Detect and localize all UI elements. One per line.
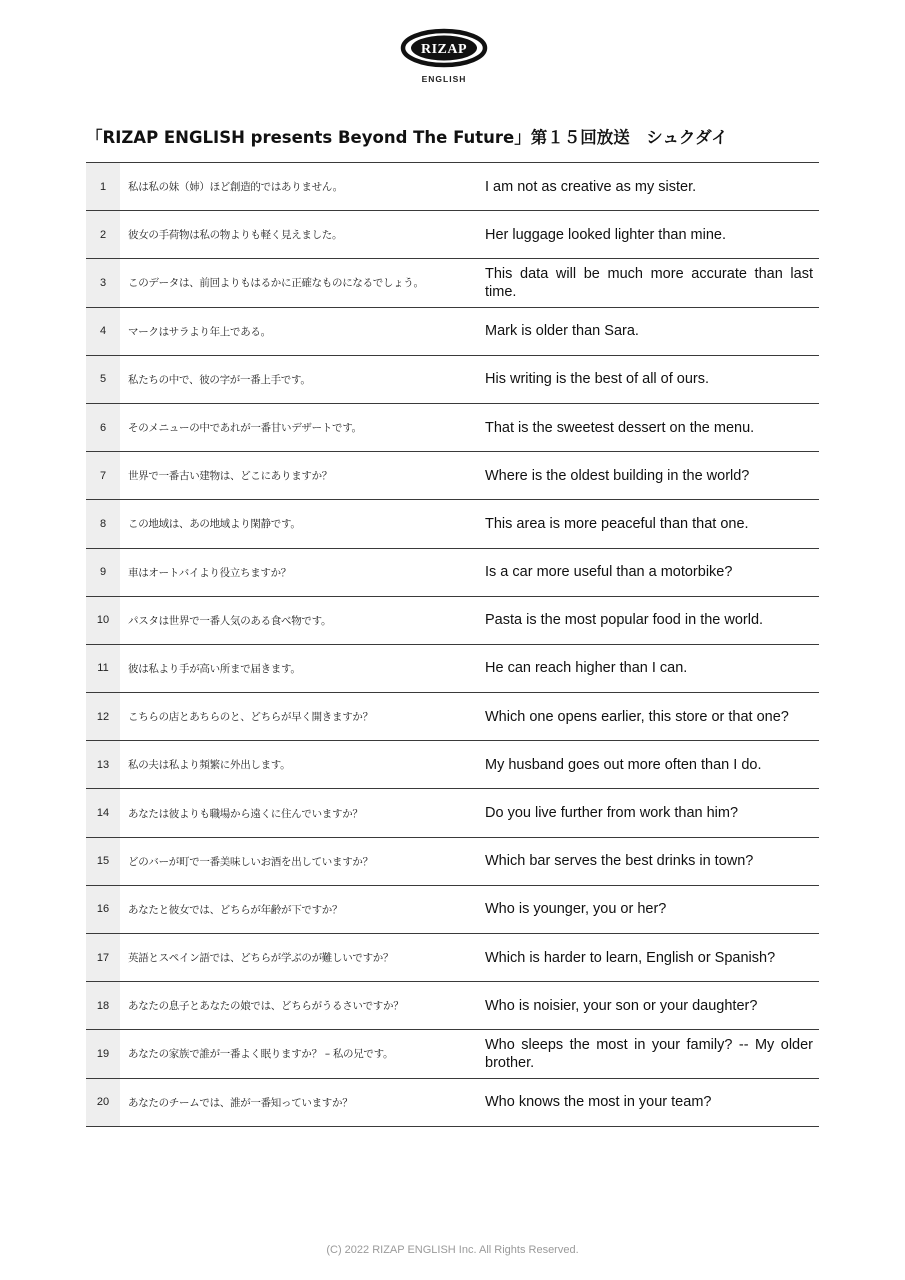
row-number: 9 (86, 548, 120, 596)
table-row (86, 355, 819, 403)
japanese-sentence: あなたと彼女では、どちらが年齢が下ですか？ (120, 885, 475, 933)
row-number: 7 (86, 452, 120, 500)
table-row (86, 452, 819, 500)
english-sentence: He can reach higher than I can. (475, 644, 819, 692)
row-number: 16 (86, 885, 120, 933)
english-sentence: I am not as creative as my sister. (475, 163, 819, 211)
table-row (86, 307, 819, 355)
row-number: 12 (86, 693, 120, 741)
japanese-sentence: そのメニューの中であれが一番甘いデザートです。 (120, 403, 475, 451)
japanese-sentence: あなたは彼よりも職場から遠くに住んでいますか？ (120, 789, 475, 837)
japanese-sentence: このデータは、前回よりもはるかに正確なものになるでしょう。 (120, 259, 475, 307)
english-sentence: Which is harder to learn, English or Spanish? (475, 934, 819, 982)
english-sentence: Who is younger, you or her? (475, 885, 819, 933)
table-row (86, 837, 819, 885)
row-number: 14 (86, 789, 120, 837)
table-row (86, 259, 819, 307)
english-sentence: Her luggage looked lighter than mine. (475, 211, 819, 259)
logo-subtitle: ENGLISH (421, 74, 467, 84)
homework-table (86, 162, 819, 1127)
english-sentence: Which bar serves the best drinks in town? (475, 837, 819, 885)
english-sentence: Mark is older than Sara. (475, 307, 819, 355)
english-sentence: His writing is the best of all of ours. (475, 355, 819, 403)
row-number: 13 (86, 741, 120, 789)
row-number: 18 (86, 982, 120, 1030)
english-sentence: Is a car more useful than a motorbike? (475, 548, 819, 596)
table-row (86, 741, 819, 789)
table-row (86, 548, 819, 596)
homework-table-body (86, 163, 819, 1127)
page-title: 「RIZAP ENGLISH presents Beyond The Future」第１５回放送 シュクダイ (86, 128, 728, 147)
japanese-sentence: 彼女の手荷物は私の物よりも軽く見えました。 (120, 211, 475, 259)
table-row (86, 211, 819, 259)
japanese-sentence: 車はオートバイより役立ちますか？ (120, 548, 475, 596)
english-sentence: Which one opens earlier, this store or that one? (475, 693, 819, 741)
row-number: 15 (86, 837, 120, 885)
japanese-sentence: あなたの家族で誰が一番よく眠りますか？ – 私の兄です。 (120, 1030, 475, 1078)
row-number: 8 (86, 500, 120, 548)
table-row (86, 403, 819, 451)
table-row (86, 596, 819, 644)
table-row (86, 982, 819, 1030)
table-row (86, 789, 819, 837)
english-sentence: Who is noisier, your son or your daughter? (475, 982, 819, 1030)
japanese-sentence: あなたのチームでは、誰が一番知っていますか？ (120, 1078, 475, 1126)
row-number: 5 (86, 355, 120, 403)
japanese-sentence: 私たちの中で、彼の字が一番上手です。 (120, 355, 475, 403)
japanese-sentence: こちらの店とあちらのと、どちらが早く開きますか？ (120, 693, 475, 741)
row-number: 4 (86, 307, 120, 355)
row-number: 3 (86, 259, 120, 307)
row-number: 20 (86, 1078, 120, 1126)
rizap-logo-emblem (396, 24, 492, 72)
table-row (86, 885, 819, 933)
rizap-english-logo (396, 24, 492, 88)
english-sentence: Do you live further from work than him? (475, 789, 819, 837)
english-sentence: This data will be much more accurate than last time. (475, 259, 819, 307)
english-sentence: Who sleeps the most in your family? -- My older brother. (475, 1030, 819, 1078)
japanese-sentence: あなたの息子とあなたの娘では、どちらがうるさいですか？ (120, 982, 475, 1030)
row-number: 1 (86, 163, 120, 211)
logo-wordmark: RIZAP (420, 42, 468, 57)
japanese-sentence: この地域は、あの地域より閑静です。 (120, 500, 475, 548)
english-sentence: Pasta is the most popular food in the world. (475, 596, 819, 644)
japanese-sentence: 私の夫は私より頻繁に外出します。 (120, 741, 475, 789)
table-row (86, 500, 819, 548)
row-number: 11 (86, 644, 120, 692)
english-sentence: Where is the oldest building in the world? (475, 452, 819, 500)
table-row (86, 163, 819, 211)
japanese-sentence: 英語とスペイン語では、どちらが学ぶのが難しいですか？ (120, 934, 475, 982)
japanese-sentence: 世界で一番古い建物は、どこにありますか？ (120, 452, 475, 500)
table-row (86, 1030, 819, 1078)
japanese-sentence: 彼は私より手が高い所まで届きます。 (120, 644, 475, 692)
japanese-sentence: パスタは世界で一番人気のある食べ物です。 (120, 596, 475, 644)
row-number: 6 (86, 403, 120, 451)
table-row (86, 644, 819, 692)
row-number: 2 (86, 211, 120, 259)
table-row (86, 1078, 819, 1126)
row-number: 17 (86, 934, 120, 982)
japanese-sentence: 私は私の妹（姉）ほど創造的ではありません。 (120, 163, 475, 211)
english-sentence: That is the sweetest dessert on the menu. (475, 403, 819, 451)
english-sentence: My husband goes out more often than I do. (475, 741, 819, 789)
japanese-sentence: マークはサラより年上である。 (120, 307, 475, 355)
japanese-sentence: どのバーが町で一番美味しいお酒を出していますか？ (120, 837, 475, 885)
table-row (86, 693, 819, 741)
row-number: 19 (86, 1030, 120, 1078)
english-sentence: This area is more peaceful than that one. (475, 500, 819, 548)
row-number: 10 (86, 596, 120, 644)
table-row (86, 934, 819, 982)
copyright-footer: (C) 2022 RIZAP ENGLISH Inc. All Rights Reserved. (326, 1244, 579, 1256)
english-sentence: Who knows the most in your team? (475, 1078, 819, 1126)
